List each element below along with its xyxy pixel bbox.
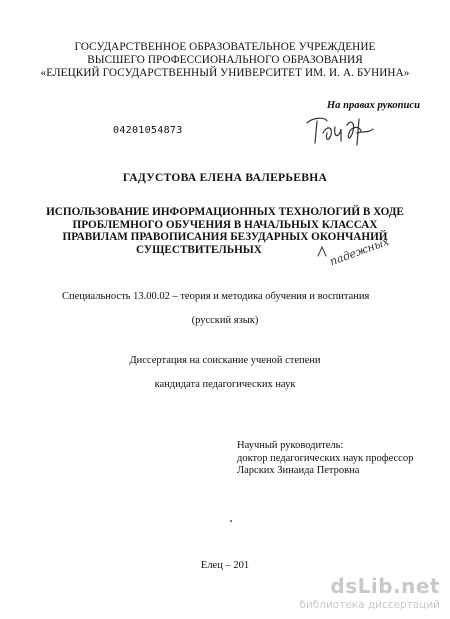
scan-speck [230,520,232,522]
institution-line-3: «ЕЛЕЦКИЙ ГОСУДАРСТВЕННЫЙ УНИВЕРСИТЕТ ИМ. И. А. БУНИНА» [40,67,410,79]
dissertation-degree-line-1: Диссертация на соискание ученой степени [129,355,321,366]
institution-line-1: ГОСУДАРСТВЕННОЕ ОБРАЗОВАТЕЛЬНОЕ УЧРЕЖДЕНИЕ [74,41,376,53]
signature-icon [303,113,375,147]
author-name: ГАДУСТОВА ЕЛЕНА ВАЛЕРЬЕВНА [122,172,328,184]
watermark [264,574,440,611]
advisor-degree: доктор педагогических наук профессор [237,452,414,464]
handwritten-insert: падежных [328,234,391,269]
watermark-logo: dsLib.net [330,574,440,598]
advisor-name: Ларских Зинаида Петровна [237,465,360,476]
title-line-1: ИСПОЛЬЗОВАНИЕ ИНФОРМАЦИОННЫХ ТЕХНОЛОГИЙ В ХОДЕ [46,206,404,218]
watermark-subtitle: библиотека диссертаций [299,599,440,611]
title-line-3: ПРАВИЛАМ ПРАВОПИСАНИЯ БЕЗУДАРНЫХ ОКОНЧАНИЙ [62,231,388,243]
institution-header [0,41,450,80]
insertion-mark-icon [316,244,328,258]
manuscript-rights-note: На правах рукописи [326,100,420,111]
advisor-block [237,440,413,478]
title-line-4: СУЩЕСТВИТЕЛЬНЫХ [136,243,262,256]
advisor-label: Научный руководитель: [237,440,344,451]
document-code: 04201054873 [113,125,183,136]
institution-line-2: ВЫСШЕГО ПРОФЕССИОНАЛЬНОГО ОБРАЗОВАНИЯ [87,54,363,66]
city-year: Елец – 201 [200,560,250,571]
language-note: (русский язык) [191,315,259,326]
specialty-line: Специальность 13.00.02 – теория и методика обучения и воспитания [62,291,370,302]
dissertation-degree-line-2: кандидата педагогических наук [154,379,296,390]
title-line-2: ПРОБЛЕМНОГО ОБУЧЕНИЯ В НАЧАЛЬНЫХ КЛАССАХ [72,218,378,231]
